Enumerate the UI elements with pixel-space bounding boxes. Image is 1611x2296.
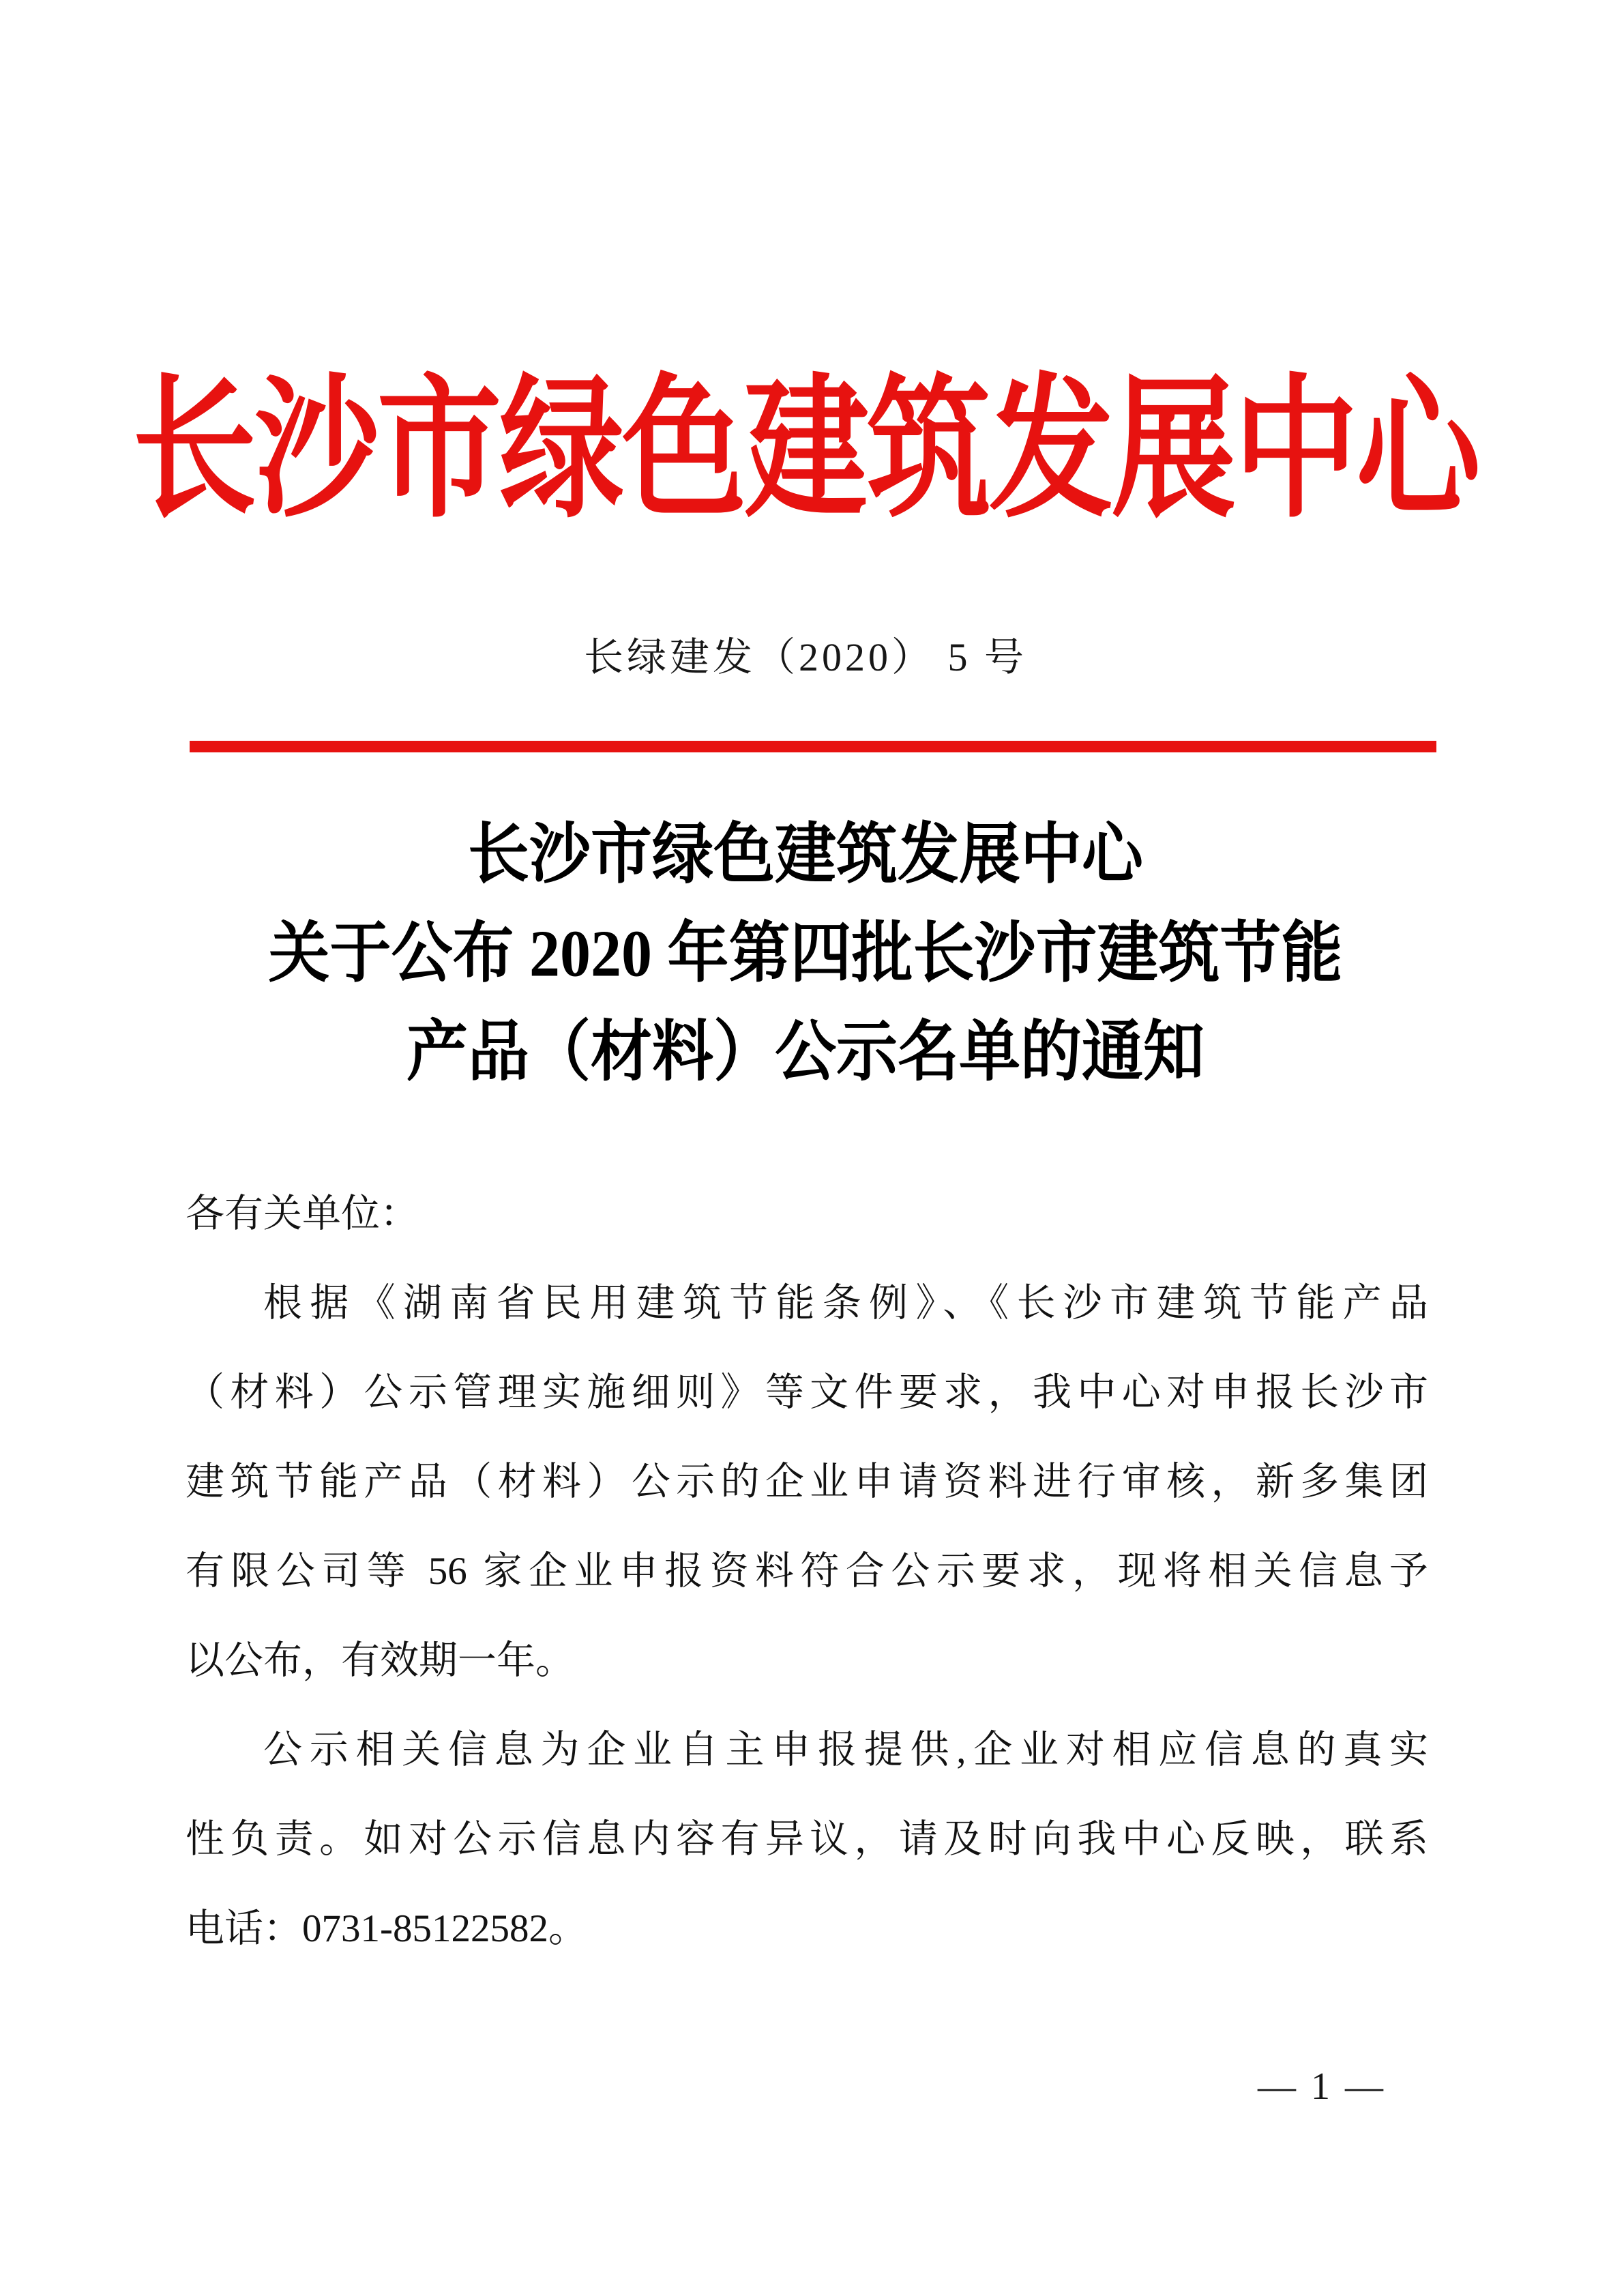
paragraph1-line-3: 建筑节能产品（材料）公示的企业申请资料进行审核，新多集团 xyxy=(186,1460,1428,1503)
paragraph1-line-1: 根据《湖南省民用建筑节能条例》、《长沙市建筑节能产品 xyxy=(263,1282,1428,1325)
letterhead-org-name: 长沙市绿色建筑发展中心 xyxy=(132,364,1479,536)
notice-title-line-2: 关于公布 2020 年第四批长沙市建筑节能 xyxy=(268,917,1343,990)
notice-title-line-1: 长沙市绿色建筑发展中心 xyxy=(468,819,1143,892)
notice-body xyxy=(186,1169,1428,1973)
paragraph1-line-5: 以公布，有效期一年。 xyxy=(186,1639,574,1682)
letterhead-divider-rule xyxy=(190,741,1436,752)
paragraph2-line-1: 公示相关信息为企业自主申报提供,企业对相应信息的真实 xyxy=(263,1728,1428,1771)
notice-title xyxy=(0,806,1611,1102)
salutation: 各有关单位： xyxy=(186,1192,419,1235)
paragraph1-line-2: （材料）公示管理实施细则》等文件要求，我中心对申报长沙市 xyxy=(186,1371,1428,1414)
doc-number: 长绿建发（2020） 5 号 xyxy=(583,635,1027,679)
paragraph2-line-2: 性负责。如对公示信息内容有异议，请及时向我中心反映，联系 xyxy=(186,1818,1428,1861)
paragraph2-line-3: 电话：0731-85122582。 xyxy=(186,1907,587,1950)
page-number: — 1 — xyxy=(1258,2065,1386,2108)
paragraph1-line-4: 有限公司等 56 家企业申报资料符合公示要求，现将相关信息予 xyxy=(186,1550,1428,1593)
notice-title-line-3: 产品（材料）公示名单的通知 xyxy=(407,1016,1204,1089)
